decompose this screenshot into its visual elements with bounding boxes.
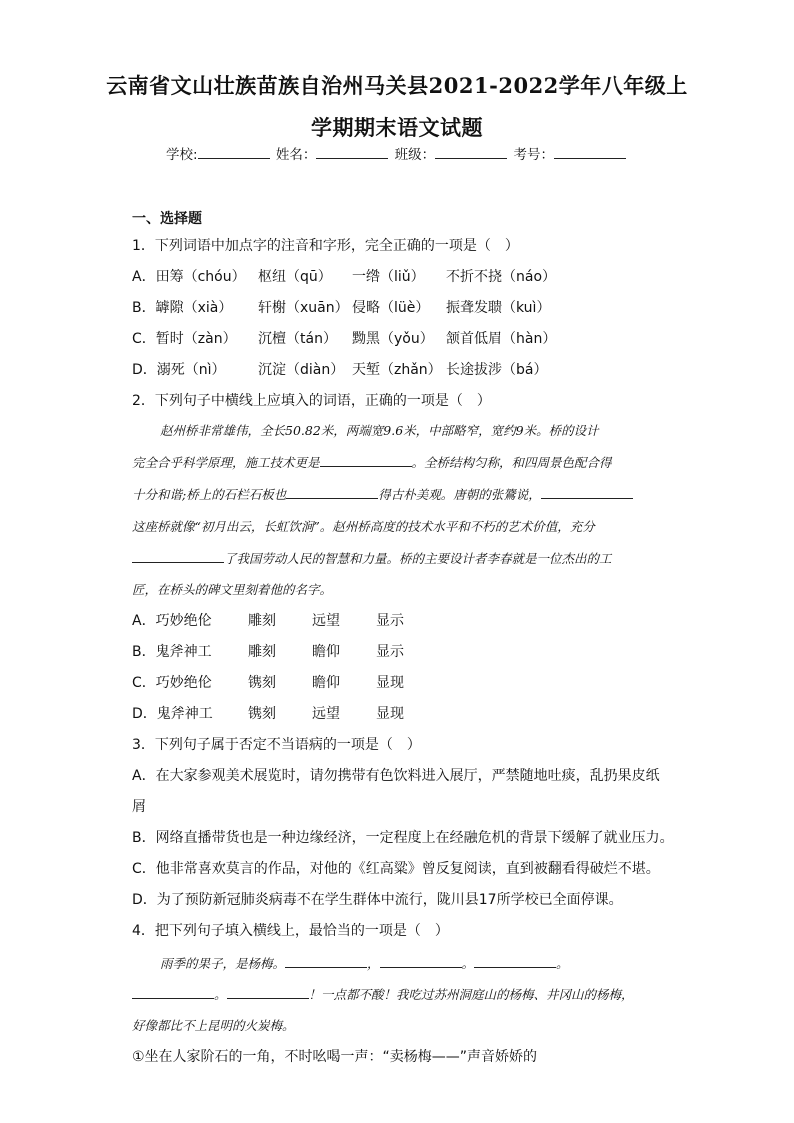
- passage-text: 。: [556, 956, 569, 971]
- name-label: 姓名：: [275, 147, 317, 163]
- opt-text: 瞻仰: [312, 644, 340, 660]
- q3-option-a: A．在大家参观美术展览时，请勿携带有色饮料进入展厅，严禁随地吐痰，乱扔果皮纸: [132, 768, 660, 784]
- page-title-line-1: 云南省文山壮族苗族自治州马关县2021-2022学年八年级上: [106, 73, 688, 98]
- q1-stem: 1．下列词语中加点字的注音和字形，完全正确的一项是（ ）: [132, 238, 519, 254]
- opt-text: 显示: [376, 613, 404, 629]
- answer-blank[interactable]: [474, 955, 556, 968]
- opt-text: 振聋发聩（kuì）: [446, 300, 551, 316]
- q2-option-c: [132, 672, 404, 692]
- opt-text: 沉檀（tán）: [258, 331, 337, 347]
- q1-option-b: [132, 297, 550, 317]
- passage-text: 十分和谐;桥上的石栏石板也: [132, 487, 287, 502]
- school-label: 学校:: [166, 147, 198, 163]
- passage-text: 雨季的果子，是杨梅。: [160, 956, 286, 971]
- opt-text: 侵略（lüè）: [352, 300, 430, 316]
- q4-passage-line: [160, 954, 690, 972]
- q4-item-1: ①坐在人家阶石的一角，不时吆喝一声：“卖杨梅——”声音娇娇的: [132, 1049, 538, 1065]
- q1-option-c: [132, 328, 556, 348]
- answer-blank[interactable]: [132, 550, 224, 563]
- q2-option-d: [132, 703, 404, 723]
- opt-text: 黝黑（yǒu）: [352, 331, 434, 347]
- passage-text: 了我国劳动人民的智慧和力量。桥的主要设计者李春就是一位杰出的工: [224, 551, 612, 566]
- q1-option-a: [132, 266, 556, 286]
- answer-blank[interactable]: [132, 986, 214, 999]
- q3-option-c: C．他非常喜欢莫言的作品，对他的《红高粱》曾反复阅读，直到被翻看得破烂不堪。: [132, 861, 660, 877]
- answer-blank[interactable]: [285, 955, 367, 968]
- passage-text: ，: [367, 956, 380, 971]
- opt-text: 枢纽（qū）: [258, 269, 332, 285]
- q4-stem: 4．把下列句子填入横线上，最恰当的一项是（ ）: [132, 923, 449, 939]
- opt-text: C．巧妙绝伦: [132, 675, 212, 691]
- opt-text: 颔首低眉（hàn）: [446, 331, 557, 347]
- passage-text: 。全桥结构匀称，和四周景色配合得: [411, 455, 612, 470]
- q4-passage-line: [132, 985, 662, 1003]
- q2-passage-line: 赵州桥非常雄伟，全长50.82米，两端宽9.6米，中部略窄，宽约9米。桥的设计: [160, 423, 599, 438]
- opt-text: B．鬼斧神工: [132, 644, 212, 660]
- student-info-row: [0, 143, 794, 163]
- passage-text: ！一点都不酸！我吃过苏州洞庭山的杨梅、井冈山的杨梅，: [308, 987, 634, 1002]
- opt-text: 显现: [376, 706, 404, 722]
- answer-blank[interactable]: [286, 486, 378, 499]
- opt-text: B．罅隙（xià）: [132, 300, 233, 316]
- opt-text: 一绺（liǔ）: [352, 269, 425, 285]
- opt-text: 远望: [312, 706, 340, 722]
- class-label: 班级：: [394, 147, 436, 163]
- school-field[interactable]: [198, 144, 270, 159]
- q2-option-a: [132, 610, 404, 630]
- opt-text: 天堑（zhǎn）: [352, 362, 442, 378]
- q1-option-d: [132, 359, 547, 379]
- opt-text: A．田筹（chóu）: [132, 269, 246, 285]
- opt-text: 远望: [312, 613, 340, 629]
- opt-text: 镌刻: [248, 675, 276, 691]
- opt-text: 长途拔涉（bá）: [446, 362, 548, 378]
- opt-text: C．暂时（zàn）: [132, 331, 237, 347]
- answer-blank[interactable]: [227, 986, 309, 999]
- opt-text: 轩榭（xuān）: [258, 300, 349, 316]
- q3-option-b: B．网络直播带货也是一种边缘经济，一定程度上在经融危机的背景下缓解了就业压力。: [132, 830, 674, 846]
- opt-text: 显示: [376, 644, 404, 660]
- opt-text: 瞻仰: [312, 675, 340, 691]
- q2-passage-line: 匠，在桥头的碑文里刻着他的名字。: [132, 582, 333, 597]
- q2-passage-line: 这座桥就像“初月出云，长虹饮涧”。赵州桥高度的技术水平和不朽的艺术价值，充分: [132, 519, 595, 534]
- number-field[interactable]: [554, 144, 626, 159]
- opt-text: D．鬼斧神工: [132, 706, 213, 722]
- passage-text: 得古朴美观。唐朝的张鷟说，: [378, 487, 541, 502]
- opt-text: A．巧妙绝伦: [132, 613, 212, 629]
- passage-text: 。: [214, 987, 227, 1002]
- opt-text: 镌刻: [248, 706, 276, 722]
- opt-text: 雕刻: [248, 613, 276, 629]
- answer-blank[interactable]: [320, 454, 412, 467]
- opt-text: D．溺死（nì）: [132, 362, 226, 378]
- passage-text: 。: [461, 956, 475, 971]
- q2-passage-line: [132, 453, 662, 471]
- q3-option-d: D．为了预防新冠肺炎病毒不在学生群体中流行，陇川县17所学校已全面停课。: [132, 892, 623, 908]
- answer-blank[interactable]: [380, 955, 462, 968]
- q4-passage-line: 好像都比不上昆明的火炭梅。: [132, 1018, 295, 1033]
- q2-passage-line: [132, 485, 662, 503]
- name-field[interactable]: [316, 144, 388, 159]
- q2-option-b: [132, 641, 404, 661]
- page-title-line-2: 学期期末语文试题: [311, 115, 483, 140]
- passage-text: 完全合乎科学原理，施工技术更是: [132, 455, 320, 470]
- opt-text: 不折不挠（náo）: [446, 269, 557, 285]
- answer-blank[interactable]: [541, 486, 633, 499]
- opt-text: 沉淀（diàn）: [258, 362, 345, 378]
- q3-option-a-cont: 屑: [132, 799, 146, 815]
- opt-text: 显现: [376, 675, 404, 691]
- class-field[interactable]: [435, 144, 507, 159]
- q2-stem: 2．下列句子中横线上应填入的词语，正确的一项是（ ）: [132, 393, 491, 409]
- section-heading: 一、选择题: [132, 211, 202, 227]
- q2-passage-line: [132, 549, 662, 567]
- opt-text: 雕刻: [248, 644, 276, 660]
- number-label: 考号：: [513, 147, 554, 163]
- q3-stem: 3．下列句子属于否定不当语病的一项是（ ）: [132, 737, 421, 753]
